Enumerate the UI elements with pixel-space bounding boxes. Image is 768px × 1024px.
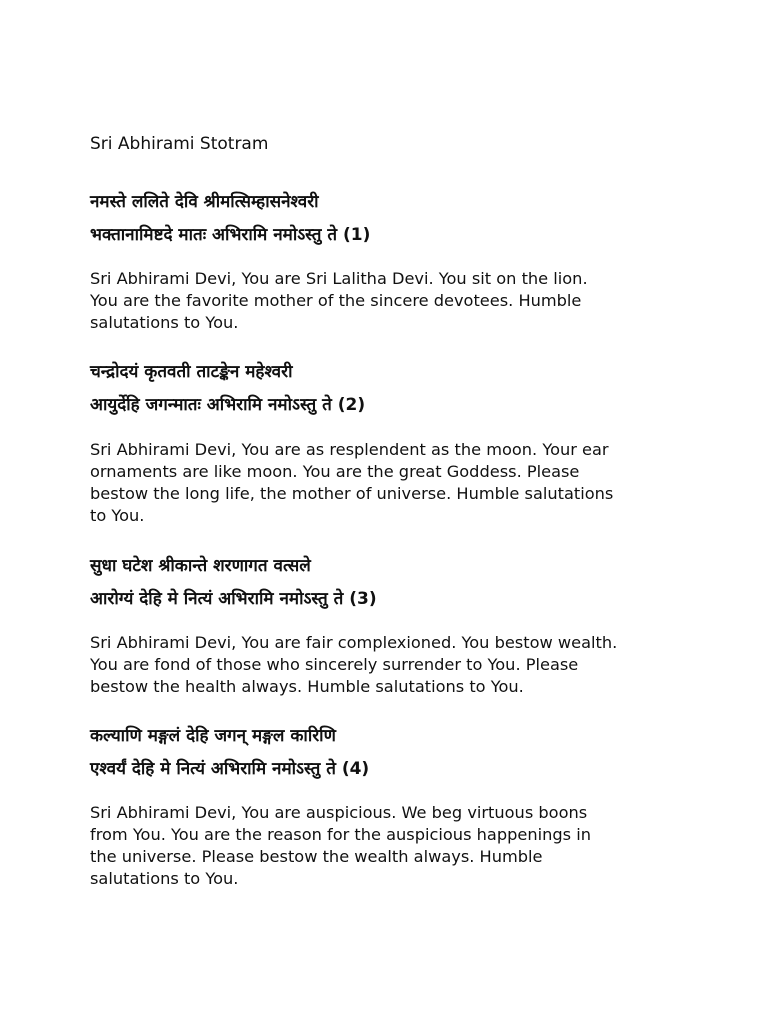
verse-1-meaning [90,268,710,334]
meaning-line: Sri Abhirami Devi, You are auspicious. We beg virtuous boons [90,803,588,822]
verse-line: सुधा घटेश श्रीकान्ते शरणागत वत्सले [90,556,311,576]
meaning-line: bestow the health always. Humble salutations to You. [90,677,524,696]
verse-line: एश्वर्यं देहि मे नित्यं अभिरामि नमोऽस्तु ते (4) [90,759,370,779]
verse-2-meaning [90,439,710,527]
meaning-line: ornaments are like moon. You are the great Goddess. Please [90,462,580,481]
verse-line: नमस्ते ललिते देवि श्रीमत्सिम्हासनेश्वरी [90,192,319,212]
meaning-line: salutations to You. [90,869,239,888]
verse-4-meaning [90,802,710,890]
meaning-line: You are fond of those who sincerely surrender to You. Please [90,655,579,674]
verse-line: आरोग्यं देहि मे नित्यं अभिरामि नमोऽस्तु ते (3) [90,589,377,609]
verse-3-meaning [90,632,710,698]
meaning-line: Sri Abhirami Devi, You are as resplendent as the moon. Your ear [90,440,609,459]
verse-3-sanskrit [90,550,710,616]
meaning-line: salutations to You. [90,313,239,332]
meaning-line: You are the favorite mother of the sincere devotees. Humble [90,291,582,310]
verse-line: चन्द्रोदयं कृतवती ताटङ्केन महेश्वरी [90,362,293,382]
meaning-line: to You. [90,506,145,525]
verse-2-sanskrit [90,356,710,422]
verse-line: भक्तानामिष्टदे मातः अभिरामि नमोऽस्तु ते (1) [90,225,371,245]
meaning-line: the universe. Please bestow the wealth always. Humble [90,847,543,866]
verse-1-sanskrit [90,186,710,252]
meaning-line: Sri Abhirami Devi, You are Sri Lalitha Devi. You sit on the lion. [90,269,588,288]
meaning-line: from You. You are the reason for the auspicious happenings in [90,825,591,844]
meaning-line: Sri Abhirami Devi, You are fair complexioned. You bestow wealth. [90,633,618,652]
verse-4-sanskrit [90,720,710,786]
meaning-line: bestow the long life, the mother of universe. Humble salutations [90,484,614,503]
document-title: Sri Abhirami Stotram [90,134,269,154]
verse-line: कल्याणि मङ्गलं देहि जगन् मङ्गल कारिणि [90,726,336,746]
verse-line: आयुर्देहि जगन्मातः अभिरामि नमोऽस्तु ते (2) [90,395,366,415]
